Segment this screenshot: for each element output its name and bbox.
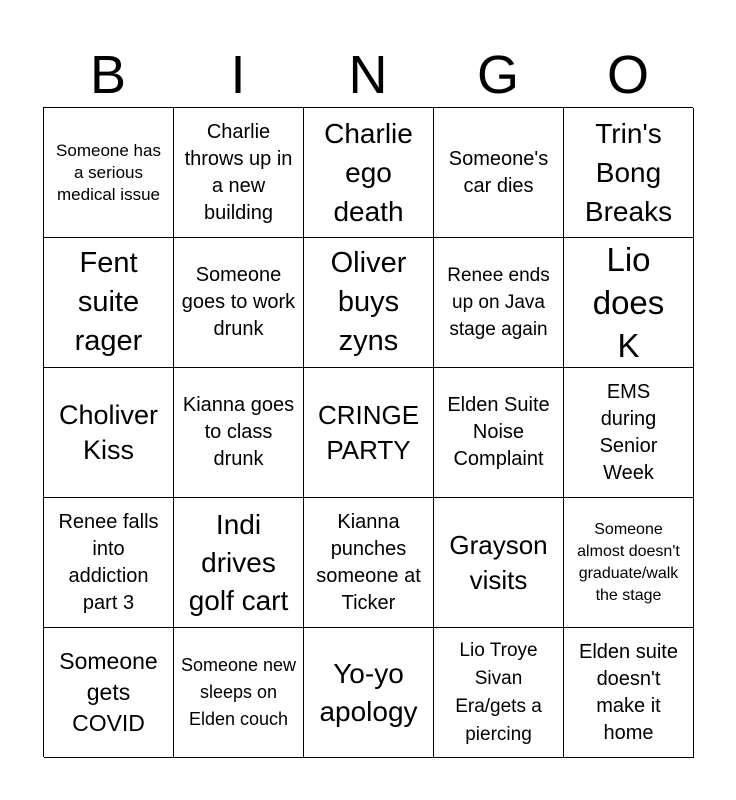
bingo-cell-r4c1[interactable] bbox=[44, 498, 174, 628]
bingo-board bbox=[43, 107, 693, 757]
cell-text: Lio does K bbox=[592, 241, 665, 364]
cell-text: Indi drives golf cart bbox=[188, 508, 289, 616]
bingo-cell-r3c2[interactable] bbox=[174, 368, 304, 498]
bingo-cell-r1c1[interactable] bbox=[44, 108, 174, 238]
bingo-cell-r4c2[interactable] bbox=[174, 498, 304, 628]
cell-text: Elden suite doesn't make it home bbox=[579, 640, 678, 744]
bingo-cell-r5c2[interactable] bbox=[174, 628, 304, 758]
bingo-cell-r2c2[interactable] bbox=[174, 238, 304, 368]
bingo-cell-r5c1[interactable] bbox=[44, 628, 174, 758]
cell-text: Renee falls into addiction part 3 bbox=[58, 510, 159, 614]
bingo-cell-r4c5[interactable] bbox=[564, 498, 694, 628]
bingo-cell-r5c5[interactable] bbox=[564, 628, 694, 758]
bingo-cell-r4c3[interactable] bbox=[304, 498, 434, 628]
header-letter-b: B bbox=[89, 45, 127, 105]
cell-text: Charlie ego death bbox=[324, 118, 413, 227]
cell-text: Someone goes to work drunk bbox=[181, 264, 296, 340]
bingo-header bbox=[43, 44, 693, 106]
bingo-cell-r3c3[interactable] bbox=[304, 368, 434, 498]
cell-text: Lio Troye Sivan Era/gets a piercing bbox=[455, 639, 542, 745]
cell-text: Elden Suite Noise Complaint bbox=[447, 394, 550, 470]
bingo-cell-r3c5[interactable] bbox=[564, 368, 694, 498]
cell-text: Renee ends up on Java stage again bbox=[447, 265, 550, 340]
bingo-cell-r1c4[interactable] bbox=[434, 108, 564, 238]
bingo-cell-r4c4[interactable] bbox=[434, 498, 564, 628]
bingo-cell-r1c2[interactable] bbox=[174, 108, 304, 238]
bingo-cell-r2c5[interactable] bbox=[564, 238, 694, 368]
bingo-cell-r5c4[interactable] bbox=[434, 628, 564, 758]
bingo-cell-r1c3[interactable] bbox=[304, 108, 434, 238]
cell-text: Grayson visits bbox=[449, 529, 548, 595]
bingo-cell-r3c4[interactable] bbox=[434, 368, 564, 498]
header-letter-o: O bbox=[606, 45, 649, 105]
cell-text: Fent suite rager bbox=[74, 247, 143, 357]
bingo-cell-r2c1[interactable] bbox=[44, 238, 174, 368]
cell-text: Trin's Bong Breaks bbox=[584, 118, 673, 227]
header-letter-n: N bbox=[348, 45, 388, 105]
cell-text: Someone's car dies bbox=[448, 147, 549, 197]
cell-text: Someone almost doesn't graduate/walk the stage bbox=[577, 520, 680, 604]
bingo-cell-r2c3[interactable] bbox=[304, 238, 434, 368]
cell-text: Oliver buys zyns bbox=[330, 247, 407, 357]
bingo-cell-r3c1[interactable] bbox=[44, 368, 174, 498]
cell-text: Kianna goes to class drunk bbox=[182, 394, 295, 470]
bingo-cell-r1c5[interactable] bbox=[564, 108, 694, 238]
cell-text: Yo-yo apology bbox=[319, 657, 418, 727]
header-letter-g: G bbox=[476, 45, 519, 105]
bingo-cell-r5c3[interactable] bbox=[304, 628, 434, 758]
cell-text: Someone has a serious medical issue bbox=[56, 140, 161, 204]
cell-text: Kianna punches someone at Ticker bbox=[316, 510, 421, 614]
cell-text: Someone new sleeps on Elden couch bbox=[180, 655, 297, 729]
cell-text: EMS during Senior Week bbox=[599, 380, 658, 484]
cell-text: Charlie throws up in a new building bbox=[184, 120, 293, 224]
bingo-cell-r2c4[interactable] bbox=[434, 238, 564, 368]
header-letter-i: I bbox=[230, 45, 246, 105]
cell-text: Someone gets COVID bbox=[59, 648, 158, 736]
cell-text: Choliver Kiss bbox=[58, 399, 159, 465]
cell-text: CRINGE PARTY bbox=[317, 399, 420, 465]
